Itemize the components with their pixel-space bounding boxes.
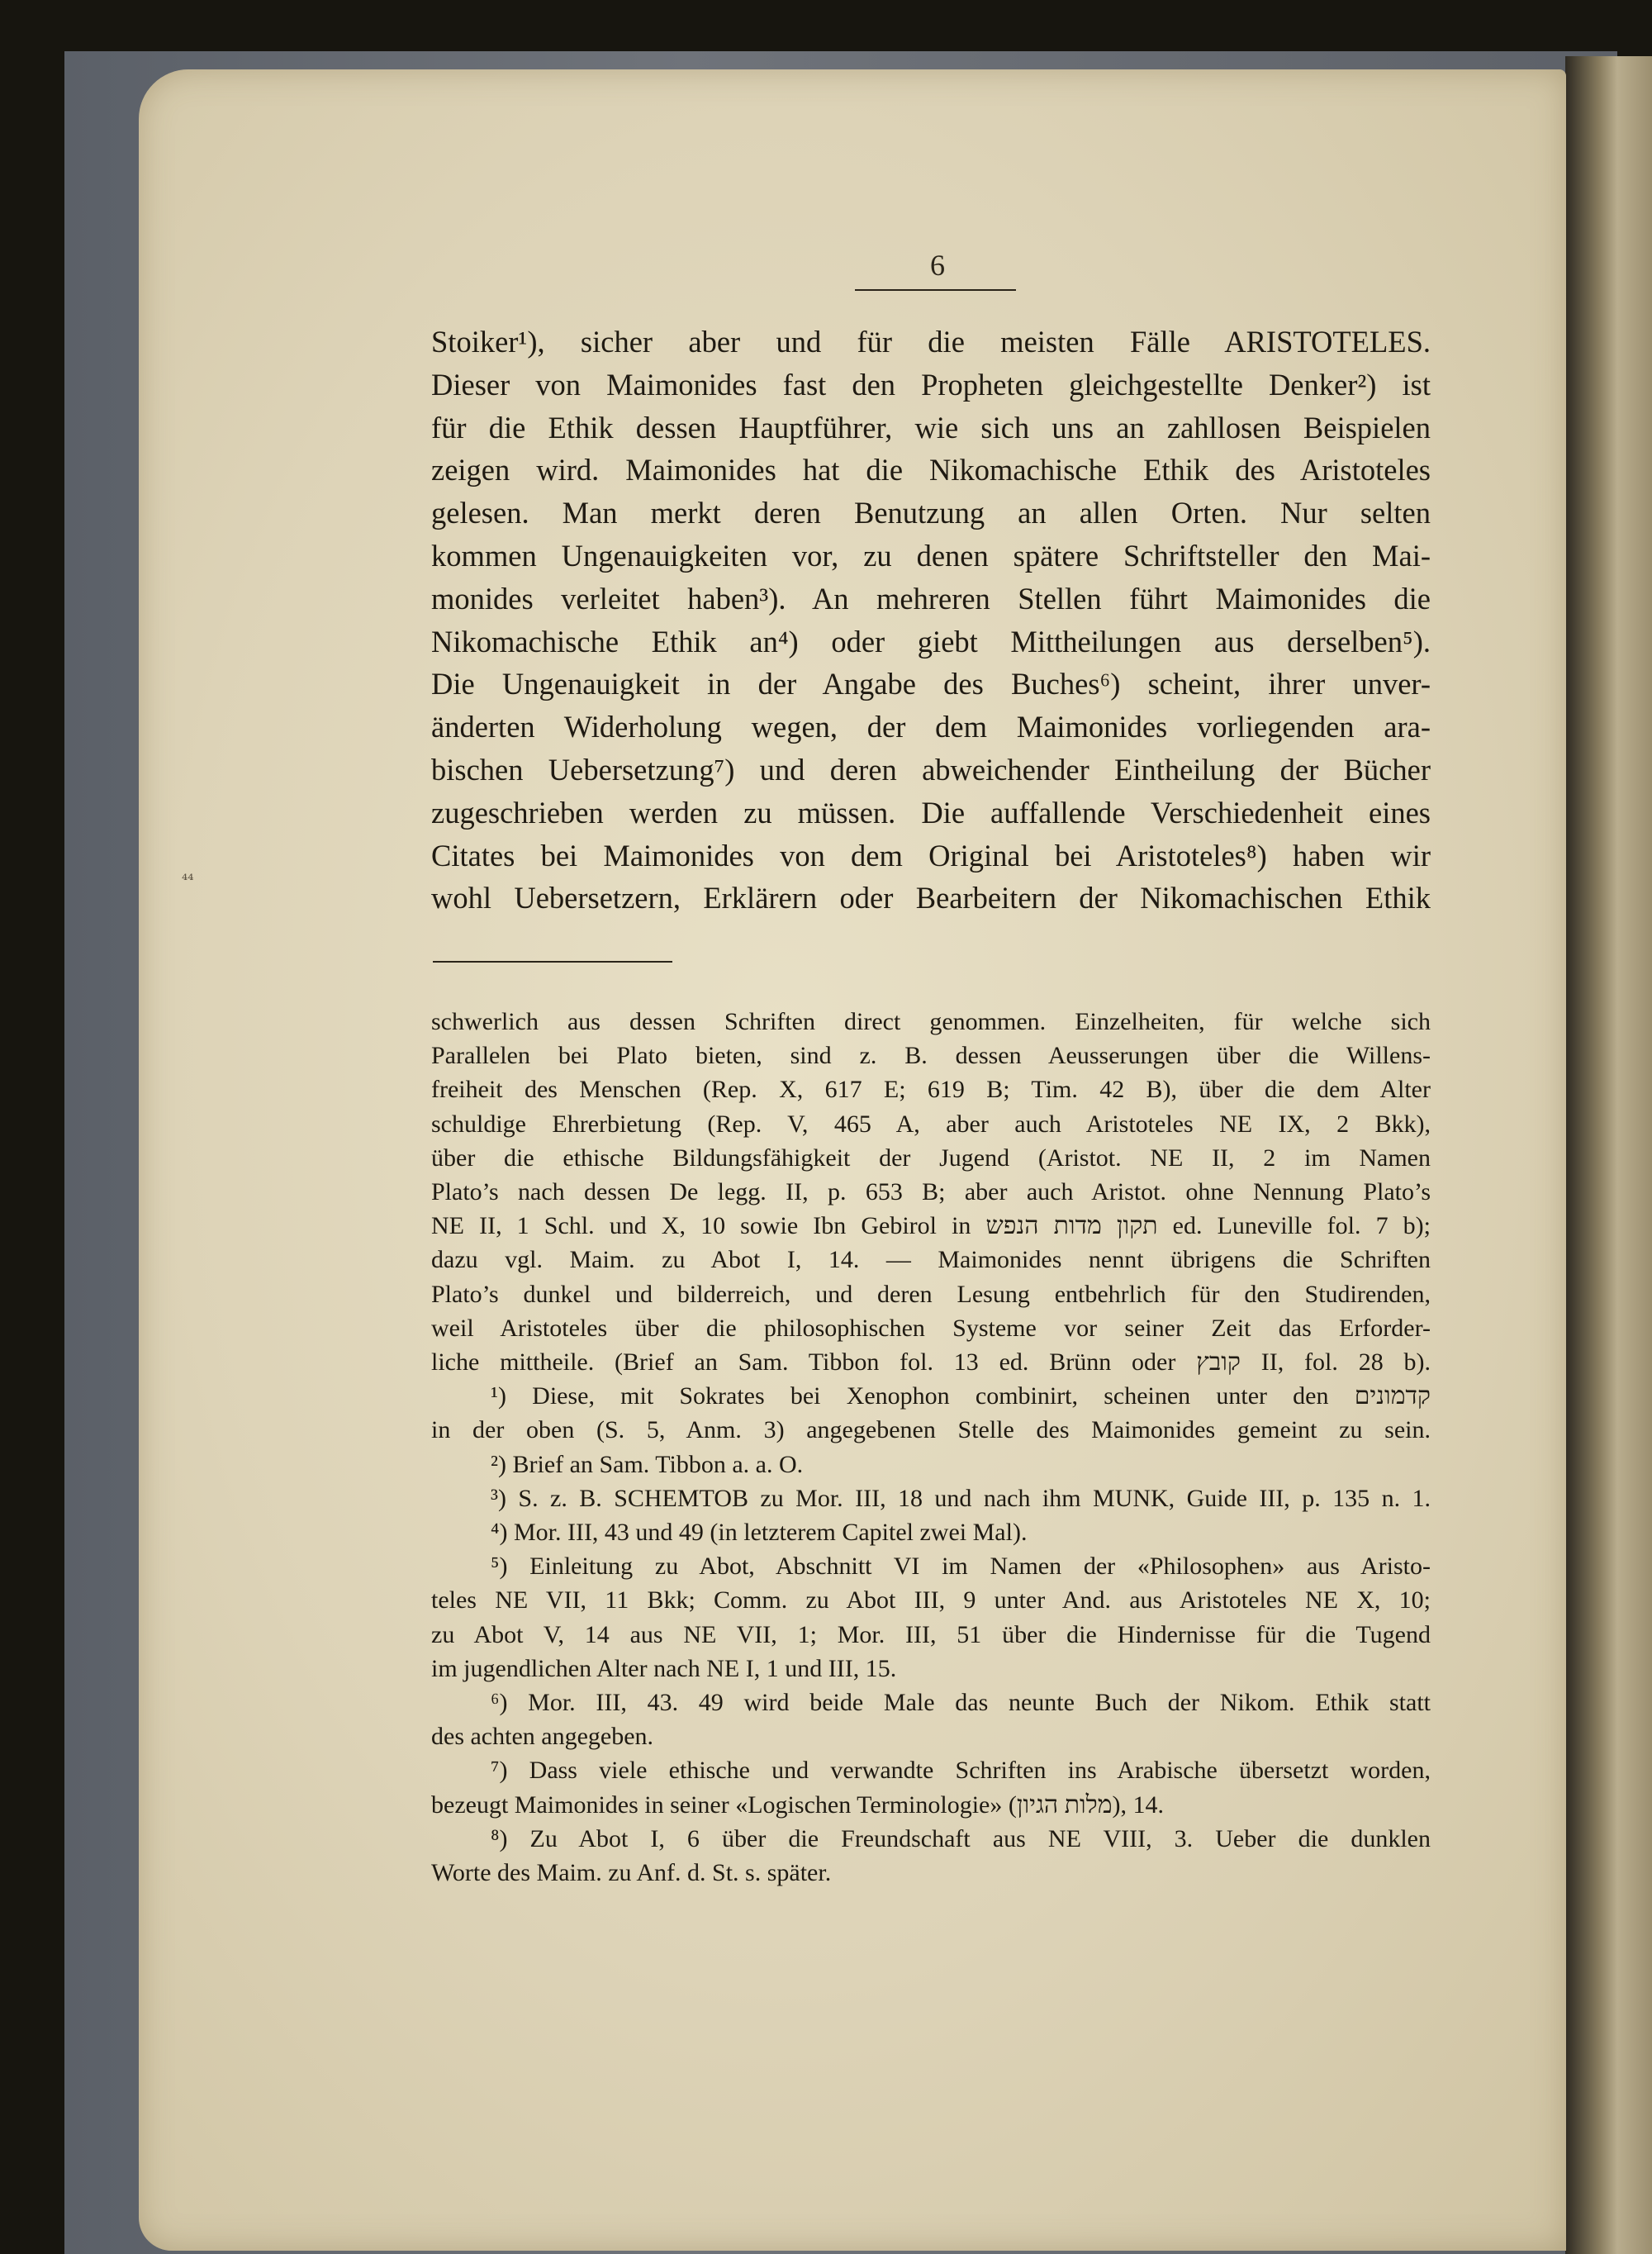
footnote-line: Plato’s nach dessen De legg. II, p. 653 B; aber auch Aristot. ohne Nennung Plato’s xyxy=(431,1178,1431,1206)
main-line: kommen Ungenauigkeiten vor, zu denen spätere Schriftsteller den Mai- xyxy=(431,538,1431,573)
footnote-line: dazu vgl. Maim. zu Abot I, 14. — Maimonides nennt übrigens die Schriften xyxy=(431,1246,1431,1274)
footnote-line: NE II, 1 Schl. und X, 10 sowie Ibn Gebirol in תקון מדות הנפש ed. Luneville fol. 7 b); xyxy=(431,1212,1431,1240)
footnote-line: ³) S. z. B. SCHEMTOB zu Mor. III, 18 und nach ihm MUNK, Guide III, p. 135 n. 1. xyxy=(491,1484,1431,1512)
footnote-line: weil Aristoteles über die philosophischen Systeme vor seiner Zeit das Erforder- xyxy=(431,1314,1431,1342)
footnote-line: ⁵) Einleitung zu Abot, Abschnitt VI im Namen der «Philosophen» aus Aristo- xyxy=(491,1553,1431,1581)
main-line: monides verleitet haben³). An mehreren Stellen führt Maimonides die xyxy=(431,581,1431,616)
footnote-line: ⁸) Zu Abot I, 6 über die Freundschaft aus NE VIII, 3. Ueber die dunklen xyxy=(491,1824,1431,1852)
footnote-line: ²) Brief an Sam. Tibbon a. a. O. xyxy=(491,1450,804,1478)
footnote-separator xyxy=(433,961,672,963)
footnote-line: des achten angegeben. xyxy=(431,1723,654,1751)
main-line: wohl Uebersetzern, Erklärern oder Bearbeitern der Nikomachischen Ethik xyxy=(431,881,1431,915)
footnote-line: ⁶) Mor. III, 43. 49 wird beide Male das neunte Buch der Nikom. Ethik statt xyxy=(491,1689,1431,1717)
main-line: Nikomachische Ethik an⁴) oder giebt Mittheilungen aus derselben⁵). xyxy=(431,624,1431,659)
footnote-line: im jugendlichen Alter nach NE I, 1 und III, 15. xyxy=(431,1654,897,1682)
book-spine xyxy=(1565,56,1652,2254)
footnote-line: in der oben (S. 5, Anm. 3) angegebenen Stelle des Maimonides gemeint zu sein. xyxy=(431,1416,1431,1444)
main-line: Die Ungenauigkeit in der Angabe des Buches⁶) scheint, ihrer unver- xyxy=(431,667,1431,701)
main-line: Citates bei Maimonides von dem Original bei Aristoteles⁸) haben wir xyxy=(431,838,1431,873)
footnotes-block xyxy=(431,1005,1431,1890)
footnote-line: liche mittheile. (Brief an Sam. Tibbon fol. 13 ed. Brünn oder קובץ II, fol. 28 b). xyxy=(431,1348,1431,1377)
main-line: gelesen. Man merkt deren Benutzung an allen Orten. Nur selten xyxy=(431,496,1431,530)
main-line: änderten Widerholung wegen, der dem Maimonides vorliegenden ara- xyxy=(431,710,1431,744)
main-line: bischen Uebersetzung⁷) und deren abweichender Eintheilung der Bücher xyxy=(431,752,1431,787)
main-body-text xyxy=(431,321,1431,920)
page-number: 6 xyxy=(930,249,945,282)
footnote-line: Parallelen bei Plato bieten, sind z. B. dessen Aeusserungen über die Willens- xyxy=(431,1042,1431,1070)
footnote-line: Plato’s dunkel und bilderreich, und deren Lesung entbehrlich für den Studirenden, xyxy=(431,1280,1431,1308)
main-line: zeigen wird. Maimonides hat die Nikomachische Ethik des Aristoteles xyxy=(431,453,1431,487)
main-line: Dieser von Maimonides fast den Propheten gleichgestellte Denker²) ist xyxy=(431,367,1431,402)
main-line: Stoiker¹), sicher aber und für die meisten Fälle ARISTOTELES. xyxy=(431,325,1431,359)
footnote-line: schuldige Ehrerbietung (Rep. V, 465 A, aber auch Aristoteles NE IX, 2 Bkk), xyxy=(431,1110,1431,1138)
footnote-line: ⁷) Dass viele ethische und verwandte Schriften ins Arabische übersetzt worden, xyxy=(491,1757,1431,1785)
footnote-line: freiheit des Menschen (Rep. X, 617 E; 619 B; Tim. 42 B), über die dem Alter xyxy=(431,1076,1431,1104)
footnote-line: ⁴) Mor. III, 43 und 49 (in letzterem Capitel zwei Mal). xyxy=(491,1519,1028,1547)
main-line: für die Ethik dessen Hauptführer, wie sich uns an zahllosen Beispielen xyxy=(431,410,1431,445)
header-rule xyxy=(855,289,1016,291)
footnote-line: zu Abot V, 14 aus NE VII, 1; Mor. III, 51 über die Hindernisse für die Tugend xyxy=(431,1620,1431,1648)
footnote-line: Worte des Maim. zu Anf. d. St. s. später. xyxy=(431,1859,832,1887)
footnote-line: bezeugt Maimonides in seiner «Logischen Terminologie» (מלות הגיון), 14. xyxy=(431,1790,1164,1819)
footnote-line: schwerlich aus dessen Schriften direct genommen. Einzelheiten, für welche sich xyxy=(431,1008,1431,1035)
margin-marks: ⁴⁴ xyxy=(182,872,194,889)
footnote-line: teles NE VII, 11 Bkk; Comm. zu Abot III, 9 unter And. aus Aristoteles NE X, 10; xyxy=(431,1586,1431,1614)
main-line: zugeschrieben werden zu müssen. Die auffallende Verschiedenheit eines xyxy=(431,795,1431,830)
footnote-line: ¹) Diese, mit Sokrates bei Xenophon combinirt, scheinen unter den קדמונים xyxy=(491,1382,1431,1410)
footnote-line: über die ethische Bildungsfähigkeit der Jugend (Aristot. NE II, 2 im Namen xyxy=(431,1144,1431,1172)
